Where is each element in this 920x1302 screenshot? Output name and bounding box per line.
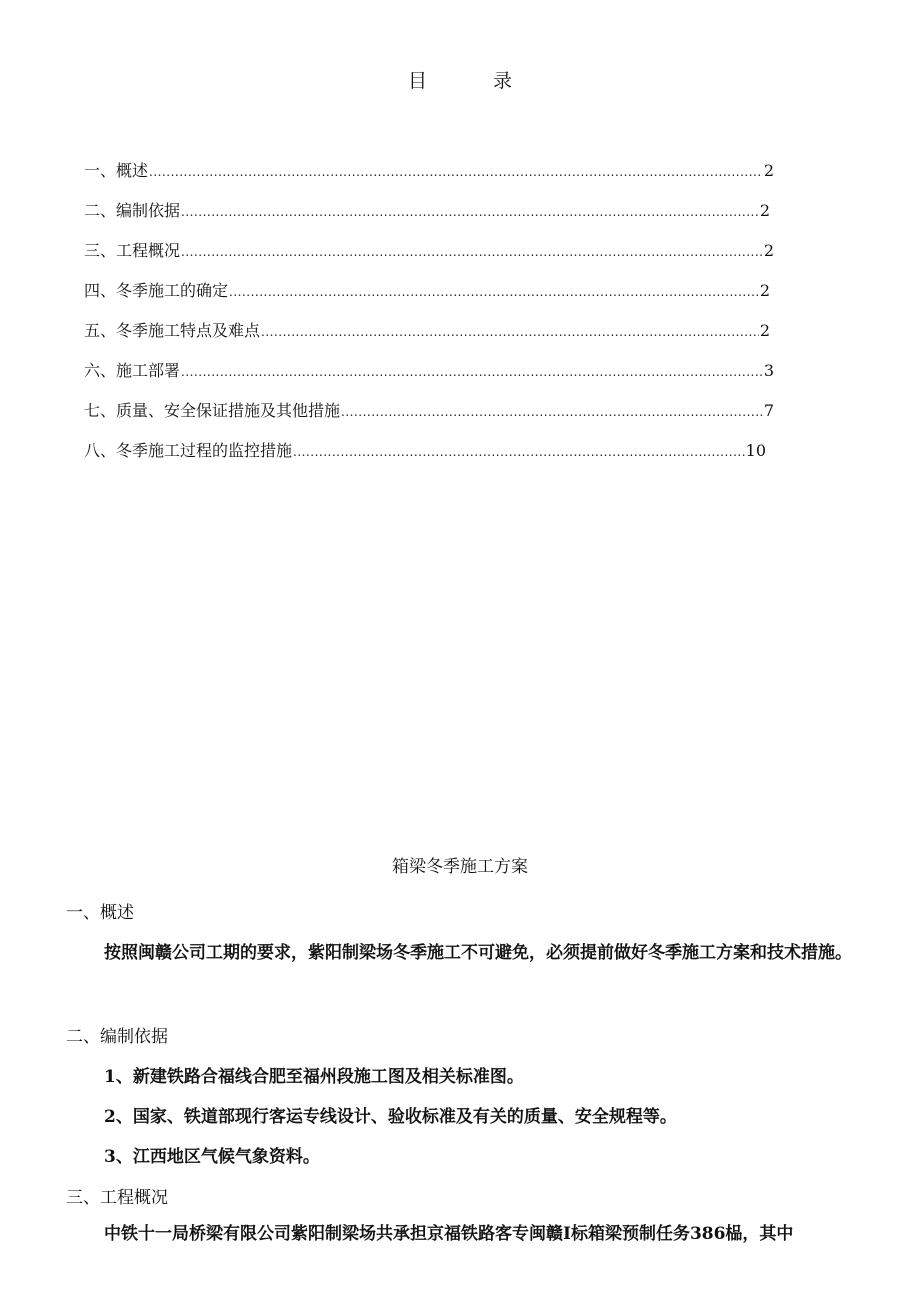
table-of-contents: [84, 158, 774, 478]
toc-entry-page: 7: [763, 401, 774, 420]
toc-entry-page: 2: [759, 321, 770, 340]
toc-leader-dots: [293, 439, 745, 465]
document-title: 箱梁冬季施工方案: [392, 857, 528, 877]
toc-leader-dots: [341, 399, 763, 425]
toc-entry[interactable]: [84, 358, 774, 398]
section-paragraph-project: 中铁十一局桥梁有限公司紫阳制梁场共承担京福铁路客专闽赣I标箱梁预制任务386榀，其中: [104, 1224, 794, 1244]
toc-entry-label: 四、冬季施工的确定: [84, 281, 229, 300]
basis-item: 2、国家、铁道部现行客运专线设计、验收标准及有关的质量、安全规程等。: [104, 1107, 677, 1127]
toc-leader-dots: [261, 319, 759, 345]
toc-entry-page: 3: [763, 361, 774, 380]
toc-entry-page: 2: [759, 281, 770, 300]
section-heading-basis: 二、编制依据: [66, 1027, 168, 1047]
toc-entry-label: 一、概述: [84, 161, 149, 180]
toc-entry-label: 七、质量、安全保证措施及其他措施: [84, 401, 341, 420]
toc-entry[interactable]: [84, 318, 774, 358]
toc-entry-page: 2: [763, 241, 774, 260]
toc-leader-dots: [181, 199, 759, 225]
toc-title-left: 目: [407, 70, 427, 92]
toc-entry-label: 六、施工部署: [84, 361, 181, 380]
section-heading-project: 三、工程概况: [66, 1188, 168, 1208]
toc-title-right: 录: [493, 70, 513, 92]
section-paragraph-overview: 按照闽赣公司工期的要求，紫阳制梁场冬季施工不可避免，必须提前做好冬季施工方案和技术措施。: [104, 943, 852, 963]
toc-entry-label: 三、工程概况: [84, 241, 181, 260]
toc-entry[interactable]: [84, 398, 774, 438]
toc-entry-label: 二、编制依据: [84, 201, 181, 220]
toc-entry-label: 五、冬季施工特点及难点: [84, 321, 261, 340]
toc-leader-dots: [181, 359, 763, 385]
toc-entry[interactable]: [84, 238, 774, 278]
toc-leader-dots: [181, 239, 763, 265]
toc-entry[interactable]: [84, 438, 774, 478]
toc-entry-page: 2: [759, 201, 770, 220]
basis-item: 1、新建铁路合福线合肥至福州段施工图及相关标准图。: [104, 1067, 524, 1087]
toc-entry-label: 八、冬季施工过程的监控措施: [84, 441, 293, 460]
toc-entry[interactable]: [84, 278, 774, 318]
toc-entry[interactable]: [84, 198, 774, 238]
toc-leader-dots: [229, 279, 759, 305]
toc-title: [0, 66, 920, 93]
toc-entry[interactable]: [84, 158, 774, 198]
toc-entry-page: 10: [745, 441, 766, 460]
toc-entry-page: 2: [763, 161, 774, 180]
toc-leader-dots: [149, 159, 763, 185]
basis-item: 3、江西地区气候气象资料。: [104, 1147, 320, 1167]
section-heading-overview: 一、概述: [66, 903, 134, 923]
